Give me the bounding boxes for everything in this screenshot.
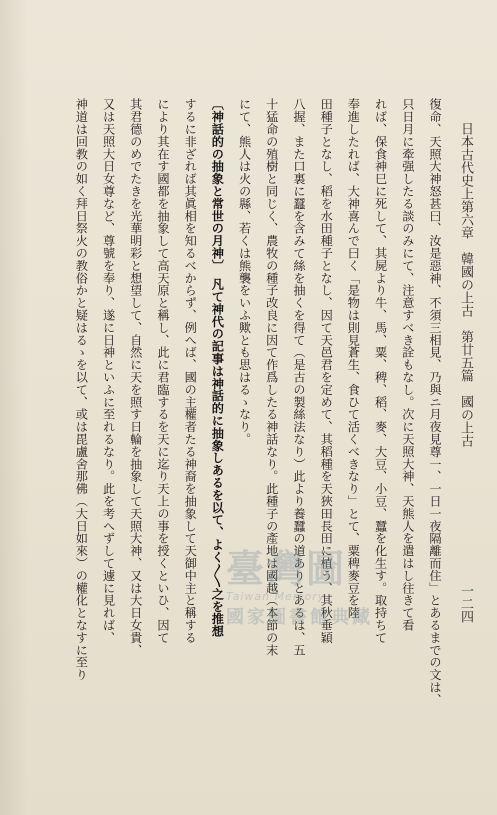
text-line-8: にて、熊人は火の縣、若くは熊襲をいふ歟とも思はるゝなり。 <box>237 98 252 446</box>
chapter-title: 第六章 韓國の上古 第廿五篇 國の上古 <box>458 200 473 447</box>
text-line-6: 八握、また口裏に蠶を含みて絲を抽くを得て（是古の製絲法なり）此より養蠶の道ありとあるは、五 <box>291 98 306 656</box>
text-line-12: 其君德のめでたきを光華明彩と想望して、自然に天を照す日輪を抽象して天照大神、又は大日女貴、 <box>128 98 143 656</box>
book-title: 日本古代史上 <box>458 122 473 200</box>
text-line-1: 復命、天照大神怒甚曰、汝是惡神、不須三相見、乃與ニ月夜見尊一、一日一夜隔離而住」とあるまでの文は、 <box>428 98 442 706</box>
page-number: 一二四 <box>458 584 473 623</box>
section-heading-line: 〔神話的の抽象と常世の月神〕 凡て神代の記事は神話的に抽象しあるを以て、よく〳〵之を推想 <box>210 98 225 638</box>
watermark-collection: 國家圖書館典藏 <box>226 607 373 628</box>
text-line-4: 奉進したれば、大神喜んで曰く「是物は則見蒼生、食ひて活くべきなり」とて、粟稗麥豆を陸 <box>346 98 361 619</box>
body-text <box>34 98 448 768</box>
page-gutter-shadow <box>0 0 28 815</box>
watermark-subtitle: Taiwan Memory <box>226 590 326 603</box>
text-line-13: 又は天照大日女尊など、尊號を奉り、遂に日神といふに至れるなり。此を考へずして遽に見れば、 <box>101 98 116 644</box>
text-line-2: 只日月に牽强したる談のみにて、注意すべき詮もなし。次に天照大神、天熊人を遣はし往きて看 <box>400 98 415 632</box>
text-line-10: するに非ざれば其眞相を知るべからず、例へば、國の主權者たる神裔を抽象して天御中主と稱する <box>183 98 198 644</box>
text-line-5: 田種子となし、稻を水田種子となし、因て天邑君を定めて、其稻種を天狹田長田に植う、其秋垂穎 <box>319 98 334 644</box>
running-header <box>453 122 475 447</box>
text-line-7: 十猛命の殖樹と同じく、農牧の種子改良に因て作爲したる神話なり。此種子の產地は國越（本節の末 <box>264 98 279 656</box>
text-line-11: により其在す國都を抽象して高天原と稱し、此に君臨するを天に迄り天上の事を授くといひ、因て <box>155 98 170 644</box>
watermark-title: 臺灣圖 <box>226 547 347 591</box>
text-line-14: 神道は回教の如く拜日祭火の教俗かと疑はるゝを以て、或は毘盧舍那佛（大日如來）の權化となすに至り <box>74 98 89 681</box>
text-line-3: れば、保食神巳に死して、其屍より牛、馬、粟、稗、稻、麥、大豆、小豆、蠶を化生す。取持ちて <box>373 98 388 644</box>
